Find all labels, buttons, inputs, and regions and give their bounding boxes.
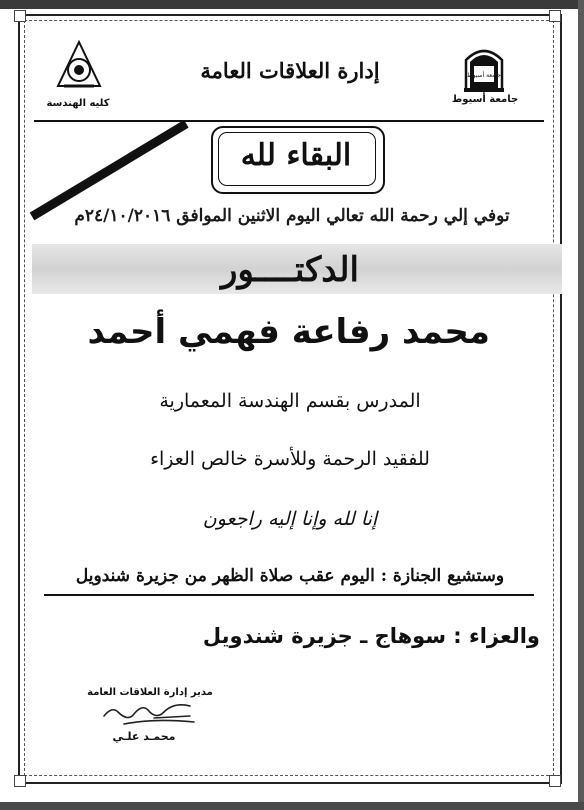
scan-edge-right [578, 0, 584, 810]
header-divider [34, 120, 544, 122]
logo-lettering: جامعة أسيوط [467, 72, 501, 79]
condolence-location: والعزاء : سوهاج ـ جزيرة شندويل [202, 624, 540, 648]
condolence-wish: للفقيد الرحمة وللأسرة خالص العزاء [150, 448, 430, 470]
university-name: جامعة أسيوط [451, 94, 519, 105]
death-announcement-line: توفي إلي رحمة الله تعالي اليوم الاثنين الموافق ٢٤/١٠/٢٠١٦م [74, 206, 510, 226]
frame-corner [14, 775, 26, 787]
deceased-position: المدرس بقسم الهندسة المعمارية [159, 390, 421, 412]
deceased-name: محمد رفاعة فهمي أحمد [87, 312, 490, 352]
quran-verse: إنا لله وإنا إليه راجعون [202, 508, 378, 530]
frame-corner [549, 775, 561, 787]
scan-edge-top [0, 0, 584, 9]
frame-corner [14, 10, 26, 22]
frame-corner [549, 10, 561, 22]
academic-title: الدكتــــور [221, 250, 359, 290]
condolence-heading: البقاء لله [240, 138, 352, 173]
faculty-logo-icon [56, 40, 102, 90]
scan-edge-bottom [0, 802, 584, 810]
faculty-name: كليه الهندسة [46, 98, 110, 109]
signatory-name: محمـد علـي [112, 730, 176, 743]
signatory-title: مدير إدارة العلاقات العامة [87, 687, 213, 698]
funeral-underline [44, 594, 534, 596]
funeral-details: وستشيع الجنازة : اليوم عقب صلاة الظهر من جزيرة شندويل [75, 566, 505, 586]
university-logo-icon [462, 44, 506, 92]
department-title: إدارة العلاقات العامة [200, 58, 380, 83]
handwritten-signature [94, 698, 204, 728]
